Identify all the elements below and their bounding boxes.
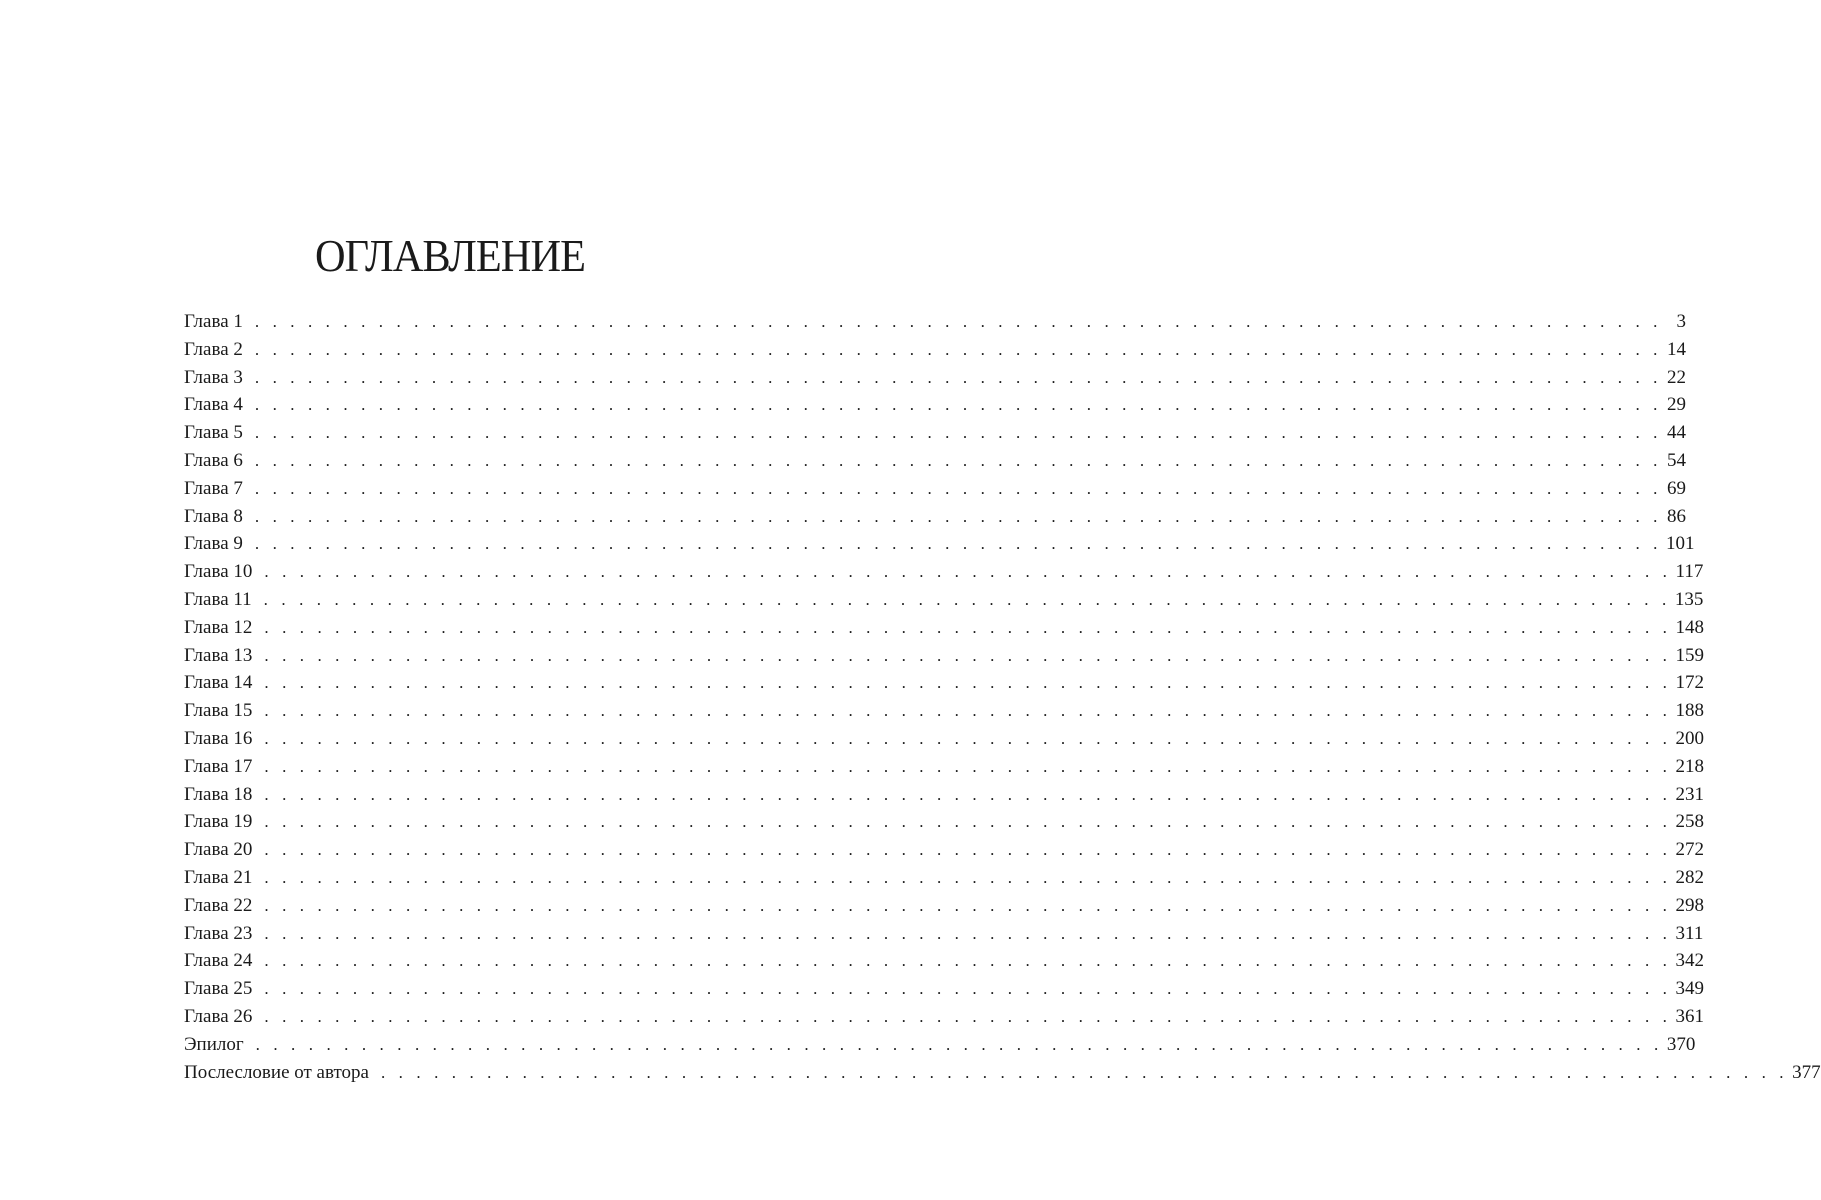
toc-entry[interactable]	[184, 975, 1705, 1003]
toc-entry-page-number: 218	[1675, 755, 1705, 777]
page-title: ОГЛАВЛЕНИЕ	[314, 230, 586, 281]
dot-leader: . . . . . . . . . . . . . . . . . . . . . . . . . . . . . . . . . . . . . . . . . . . . . . . . . . . . . . . . . . . . . . . . . . . . . . . . . . . . . . . .	[264, 728, 1672, 748]
toc-entry-label: Послесловие от автора	[184, 1061, 369, 1083]
dot-leader: . . . . . . . . . . . . . . . . . . . . . . . . . . . . . . . . . . . . . . . . . . . . . . . . . . . . . . . . . . . . . . . . . . . . . . . . . . . . . . . .	[264, 673, 1672, 693]
dot-leader: . . . . . . . . . . . . . . . . . . . . . . . . . . . . . . . . . . . . . . . . . . . . . . . . . . . . . . . . . . . . . . . . . . . . . . . . . . . . . . . .	[254, 395, 1663, 415]
dot-leader: . . . . . . . . . . . . . . . . . . . . . . . . . . . . . . . . . . . . . . . . . . . . . . . . . . . . . . . . . . . . . . . . . . . . . . . . . . . . . . . .	[264, 617, 1672, 637]
toc-entry-page-number: 44	[1667, 422, 1687, 444]
toc-entry-label: Глава 22	[184, 894, 253, 916]
toc-entry[interactable]	[184, 614, 1705, 642]
toc-entry[interactable]	[184, 836, 1705, 864]
toc-entry[interactable]	[184, 892, 1705, 920]
toc-entry[interactable]	[184, 503, 1687, 531]
toc-entry-label: Глава 7	[184, 477, 243, 499]
table-of-contents	[184, 308, 1821, 1086]
dot-leader: . . . . . . . . . . . . . . . . . . . . . . . . . . . . . . . . . . . . . . . . . . . . . . . . . . . . . . . . . . . . . . . . . . . . . . . . . . . . . . . .	[264, 756, 1672, 776]
toc-entry[interactable]	[184, 753, 1705, 781]
toc-entry-label: Глава 10	[184, 561, 253, 583]
toc-entry[interactable]	[184, 586, 1704, 614]
toc-entry[interactable]	[184, 336, 1687, 364]
toc-entry-label: Эпилог	[184, 1033, 244, 1055]
toc-entry-label: Глава 12	[184, 616, 253, 638]
toc-entry-label: Глава 3	[184, 366, 243, 388]
dot-leader: . . . . . . . . . . . . . . . . . . . . . . . . . . . . . . . . . . . . . . . . . . . . . . . . . . . . . . . . . . . . . . . . . . . . . . . . . . . . . . . .	[264, 840, 1672, 860]
toc-entry-label: Глава 11	[184, 588, 252, 610]
toc-entry[interactable]	[184, 308, 1687, 336]
dot-leader: . . . . . . . . . . . . . . . . . . . . . . . . . . . . . . . . . . . . . . . . . . . . . . . . . . . . . . . . . . . . . . . . . . . . . . . . . . . . . . . .	[254, 534, 1663, 554]
toc-entry-page-number: 370	[1666, 1033, 1696, 1055]
toc-entry-page-number: 349	[1675, 978, 1705, 1000]
dot-leader: . . . . . . . . . . . . . . . . . . . . . . . . . . . . . . . . . . . . . . . . . . . . . . . . . . . . . . . . . . . . . . . . . . . . . . . . . . . . . . . .	[254, 506, 1663, 526]
toc-entry-label: Глава 23	[184, 922, 253, 944]
toc-entry-page-number: 172	[1675, 672, 1705, 694]
toc-entry-page-number: 101	[1666, 533, 1695, 555]
dot-leader: . . . . . . . . . . . . . . . . . . . . . . . . . . . . . . . . . . . . . . . . . . . . . . . . . . . . . . . . . . . . . . . . . . . . . . . . . . . . . . . .	[264, 895, 1672, 915]
dot-leader: . . . . . . . . . . . . . . . . . . . . . . . . . . . . . . . . . . . . . . . . . . . . . . . . . . . . . . . . . . . . . . . . . . . . . . . . . . . . . . . .	[264, 923, 1672, 943]
toc-entry-page-number: 231	[1675, 783, 1705, 805]
toc-entry[interactable]	[184, 642, 1705, 670]
toc-entry[interactable]	[184, 419, 1687, 447]
toc-entry[interactable]	[184, 1059, 1821, 1087]
toc-entry-page-number: 377	[1792, 1061, 1821, 1083]
toc-entry-page-number: 69	[1667, 477, 1687, 499]
dot-leader: . . . . . . . . . . . . . . . . . . . . . . . . . . . . . . . . . . . . . . . . . . . . . . . . . . . . . . . . . . . . . . . . . . . . . . . . . . . . . . . .	[254, 339, 1663, 359]
dot-leader: . . . . . . . . . . . . . . . . . . . . . . . . . . . . . . . . . . . . . . . . . . . . . . . . . . . . . . . . . . . . . . . . . . . . . . . . . . . . . . . .	[264, 951, 1672, 971]
toc-entry-page-number: 311	[1675, 922, 1704, 944]
dot-leader: . . . . . . . . . . . . . . . . . . . . . . . . . . . . . . . . . . . . . . . . . . . . . . . . . . . . . . . . . . . . . . . . . . . . . . . . . . . . . . . .	[254, 478, 1663, 498]
toc-entry-label: Глава 18	[184, 783, 253, 805]
toc-entry[interactable]	[184, 364, 1687, 392]
dot-leader: . . . . . . . . . . . . . . . . . . . . . . . . . . . . . . . . . . . . . . . . . . . . . . . . . . . . . . . . . . . . . . . . . . . . . . . . . . . . . . . .	[254, 367, 1663, 387]
toc-entry-page-number: 200	[1675, 727, 1705, 749]
toc-entry-page-number: 188	[1675, 700, 1705, 722]
toc-entry[interactable]	[184, 558, 1704, 586]
dot-leader: . . . . . . . . . . . . . . . . . . . . . . . . . . . . . . . . . . . . . . . . . . . . . . . . . . . . . . . . . . . . . . . . . . . . . . . . . . . . . . . .	[263, 589, 1671, 609]
toc-entry-label: Глава 14	[184, 672, 253, 694]
toc-entry-label: Глава 26	[184, 1005, 253, 1027]
dot-leader: . . . . . . . . . . . . . . . . . . . . . . . . . . . . . . . . . . . . . . . . . . . . . . . . . . . . . . . . . . . . . . . . . . . . . . . . . . . . . . . .	[264, 784, 1672, 804]
toc-entry-label: Глава 5	[184, 422, 243, 444]
toc-entry-label: Глава 6	[184, 449, 243, 471]
toc-entry-label: Глава 1	[184, 311, 243, 332]
toc-entry[interactable]	[184, 475, 1687, 503]
toc-entry-page-number: 272	[1675, 839, 1705, 861]
toc-entry-label: Глава 24	[184, 950, 253, 972]
toc-entry-label: Глава 25	[184, 978, 253, 1000]
toc-entry[interactable]	[184, 1003, 1705, 1031]
toc-entry-label: Глава 17	[184, 755, 253, 777]
toc-entry-page-number: 22	[1667, 366, 1687, 388]
toc-entry-page-number: 135	[1674, 588, 1704, 610]
toc-entry-page-number: 342	[1675, 950, 1705, 972]
toc-entry[interactable]	[184, 920, 1704, 948]
toc-entry-label: Глава 21	[184, 866, 253, 888]
toc-entry-label: Глава 9	[184, 533, 243, 555]
toc-entry[interactable]	[184, 864, 1705, 892]
dot-leader: . . . . . . . . . . . . . . . . . . . . . . . . . . . . . . . . . . . . . . . . . . . . . . . . . . . . . . . . . . . . . . . . . . . . . . . . . . . . . . . .	[254, 423, 1663, 443]
toc-entry-label: Глава 16	[184, 727, 253, 749]
dot-leader: . . . . . . . . . . . . . . . . . . . . . . . . . . . . . . . . . . . . . . . . . . . . . . . . . . . . . . . . . . . . . . . . . . . . . . . . . . . . . . . .	[264, 645, 1672, 665]
toc-entry-label: Глава 20	[184, 839, 253, 861]
dot-leader: . . . . . . . . . . . . . . . . . . . . . . . . . . . . . . . . . . . . . . . . . . . . . . . . . . . . . . . . . . . . . . . . . . . . . . . . . . . . . . . .	[264, 867, 1672, 887]
toc-entry-page-number: 361	[1675, 1005, 1705, 1027]
toc-entry-label: Глава 4	[184, 394, 243, 416]
dot-leader: . . . . . . . . . . . . . . . . . . . . . . . . . . . . . . . . . . . . . . . . . . . . . . . . . . . . . . . . . . . . . . . . . . . . . . . . . . . . . . . .	[264, 701, 1672, 721]
toc-entry[interactable]	[184, 391, 1687, 419]
toc-entry-label: Глава 8	[184, 505, 243, 527]
toc-entry-page-number: 29	[1667, 394, 1687, 416]
dot-leader: . . . . . . . . . . . . . . . . . . . . . . . . . . . . . . . . . . . . . . . . . . . . . . . . . . . . . . . . . . . . . . . . . . . . . . . . . . . . . . . .	[254, 450, 1663, 470]
toc-entry-page-number: 148	[1675, 616, 1705, 638]
toc-entry-page-number: 159	[1675, 644, 1705, 666]
toc-entry-label: Глава 2	[184, 338, 243, 360]
dot-leader: . . . . . . . . . . . . . . . . . . . . . . . . . . . . . . . . . . . . . . . . . . . . . . . . . . . . . . . . . . . . . . . . . . . . . . . . . . . . . . . .	[264, 979, 1672, 999]
toc-entry[interactable]	[184, 947, 1705, 975]
toc-entry[interactable]	[184, 530, 1695, 558]
dot-leader: . . . . . . . . . . . . . . . . . . . . . . . . . . . . . . . . . . . . . . . . . . . . . . . . . . . . . . . . . . . . . . . . . . . . . . . . . . . . . . . .	[264, 1006, 1672, 1026]
toc-entry-label: Глава 15	[184, 700, 253, 722]
toc-entry[interactable]	[184, 697, 1705, 725]
toc-entry[interactable]	[184, 669, 1705, 697]
toc-entry-page-number: 86	[1667, 505, 1687, 527]
toc-entry[interactable]	[184, 781, 1705, 809]
dot-leader: . . . . . . . . . . . . . . . . . . . . . . . . . . . . . . . . . . . . . . . . . . . . . . . . . . . . . . . . . . . . . . . . . . . . . . . . . . . . . . . .	[380, 1062, 1789, 1082]
toc-entry[interactable]	[184, 808, 1705, 836]
toc-entry[interactable]	[184, 447, 1687, 475]
toc-entry-page-number: 3	[1676, 311, 1687, 332]
toc-entry-page-number: 14	[1667, 338, 1687, 360]
dot-leader: . . . . . . . . . . . . . . . . . . . . . . . . . . . . . . . . . . . . . . . . . . . . . . . . . . . . . . . . . . . . . . . . . . . . . . . . . . . . . . . .	[264, 812, 1672, 832]
toc-entry-page-number: 117	[1675, 561, 1704, 583]
toc-entry-page-number: 258	[1675, 811, 1705, 833]
dot-leader: . . . . . . . . . . . . . . . . . . . . . . . . . . . . . . . . . . . . . . . . . . . . . . . . . . . . . . . . . . . . . . . . . . . . . . . . . . . . . . . .	[255, 1034, 1663, 1054]
toc-entry-page-number: 282	[1675, 866, 1705, 888]
toc-entry-page-number: 54	[1667, 449, 1687, 471]
toc-entry[interactable]	[184, 1031, 1696, 1059]
toc-entry[interactable]	[184, 725, 1705, 753]
toc-entry-label: Глава 19	[184, 811, 253, 833]
toc-entry-label: Глава 13	[184, 644, 253, 666]
toc-entry-page-number: 298	[1675, 894, 1705, 916]
dot-leader: . . . . . . . . . . . . . . . . . . . . . . . . . . . . . . . . . . . . . . . . . . . . . . . . . . . . . . . . . . . . . . . . . . . . . . . . . . . . . . . .	[254, 312, 1663, 331]
dot-leader: . . . . . . . . . . . . . . . . . . . . . . . . . . . . . . . . . . . . . . . . . . . . . . . . . . . . . . . . . . . . . . . . . . . . . . . . . . . . . . . .	[264, 562, 1672, 582]
